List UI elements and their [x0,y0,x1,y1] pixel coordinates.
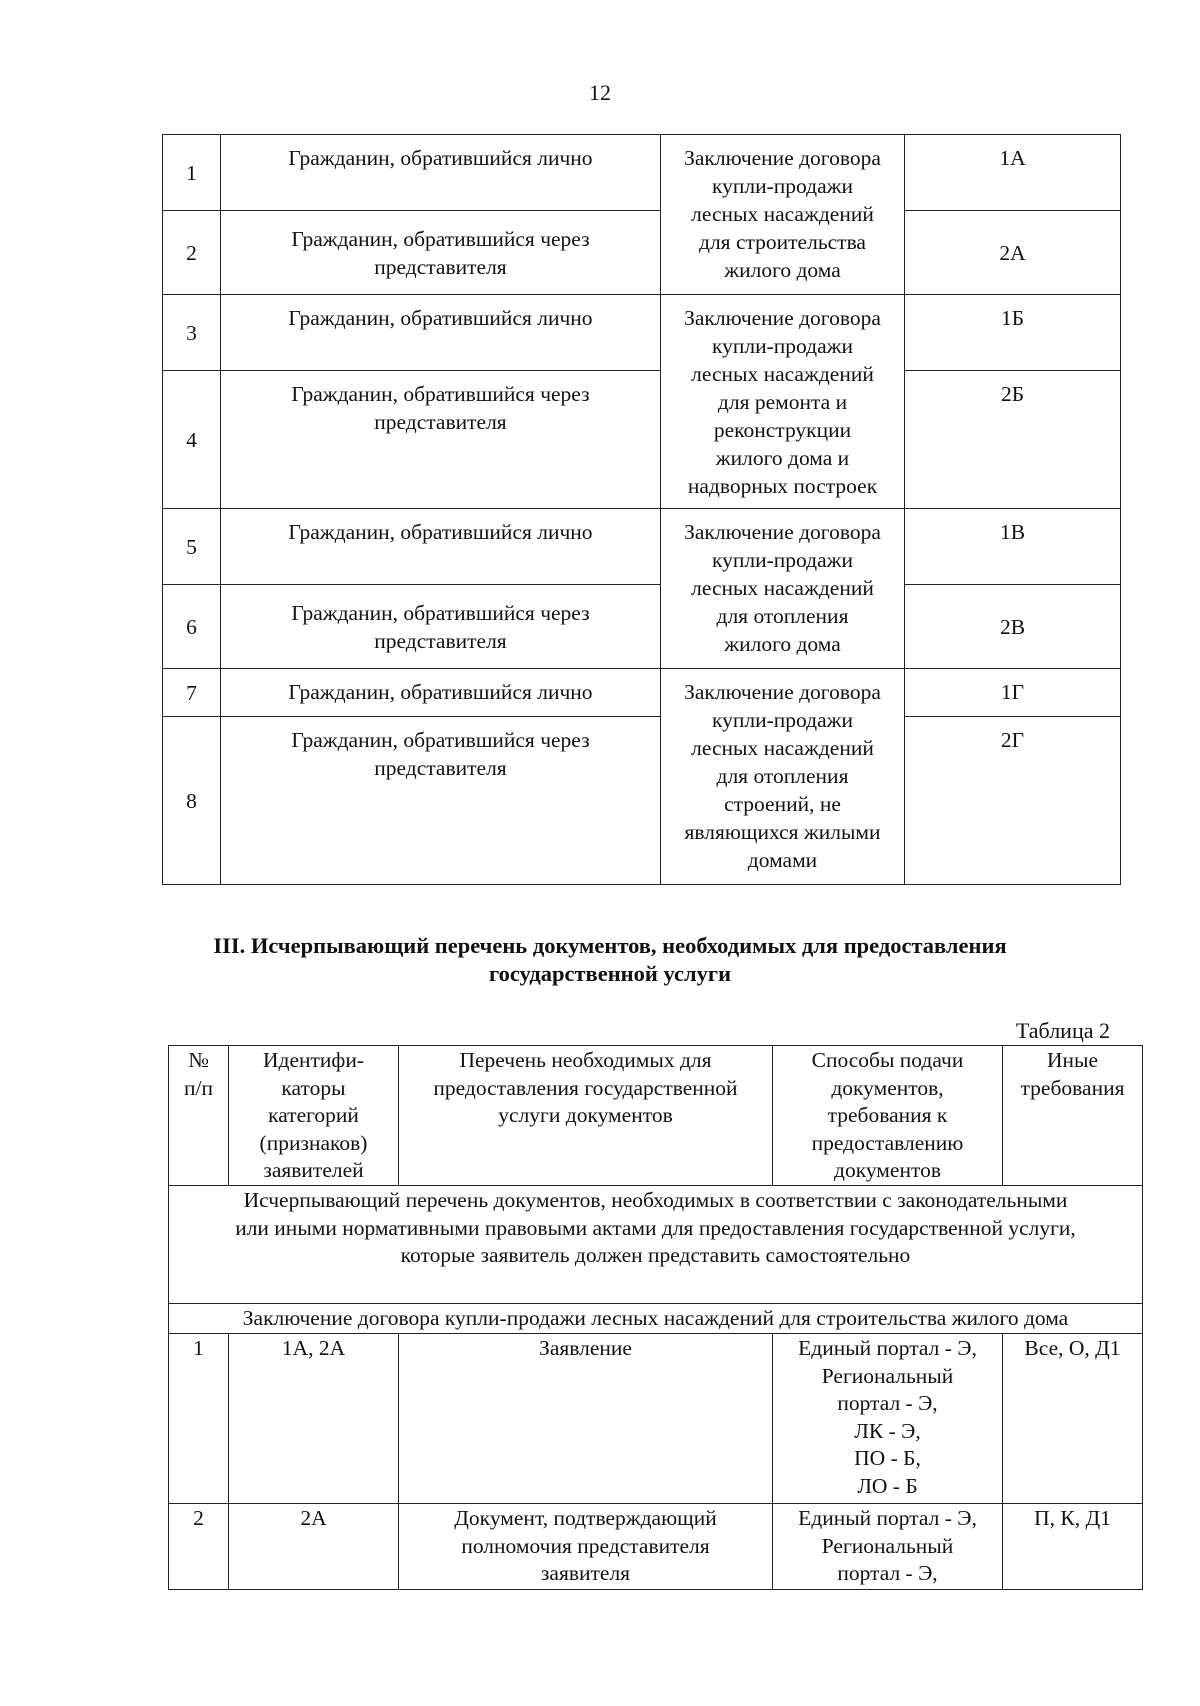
purpose-line: являющихся жилыми [684,820,881,844]
header-line: Способы подачи [811,1048,964,1072]
header-line: требования к [827,1103,948,1127]
header-line: предоставления государственной [433,1075,738,1100]
category-code: 2А [905,211,1121,295]
purpose-line: жилого дома [724,258,841,282]
header-submission-methods [773,1046,1003,1186]
method-line: портал - Э, [837,1561,938,1585]
section-line: которые заявитель должен представить самостоятельно [400,1243,911,1267]
method-line: Региональный [821,1363,954,1388]
purpose-line: лесных насаждений [691,576,874,600]
header-line: Идентифи- [262,1048,364,1072]
purpose-line: для отопления [716,604,849,628]
table-row [163,371,1121,509]
purpose-line: для ремонта и [717,390,848,414]
category-code: 1Г [905,669,1121,717]
applicant-categories-table [162,134,1121,885]
table-row [163,211,1121,295]
row-number: 6 [163,585,221,669]
table-header-row [169,1046,1143,1186]
method-line: ЛО - Б [857,1473,918,1498]
submission-methods [773,1504,1003,1590]
row-number: 8 [163,717,221,885]
purpose-line: надворных построек [687,474,878,498]
document-line: Заявление [539,1336,632,1360]
purpose-line: реконструкции [713,418,852,442]
applicant-type: Гражданин, обратившийся через представителя [221,371,661,509]
purpose-line: для строительства [699,230,866,254]
row-number: 1 [163,135,221,211]
header-other-requirements [1003,1046,1143,1186]
table-row [163,669,1121,717]
document-name [399,1334,773,1504]
header-line: документов, [831,1075,944,1100]
header-line: услуги документов [498,1103,673,1127]
applicant-type: Гражданин, обратившийся лично [221,669,661,717]
section-line: или иными нормативными правовыми актами для предоставления государственной услуги, [235,1215,1076,1240]
applicant-type: Гражданин, обратившийся через представителя [221,717,661,885]
subsection-row [169,1304,1143,1334]
method-line: ПО - Б, [854,1446,921,1470]
applicant-type: Гражданин, обратившийся лично [221,135,661,211]
row-number: 2 [163,211,221,295]
header-line: предоставлению [811,1130,964,1155]
header-identifiers [229,1046,399,1186]
other-requirements: Все, О, Д1 [1003,1334,1143,1504]
header-number [169,1046,229,1186]
section-line: Исчерпывающий перечень документов, необходимых в соответствии с законодательными [243,1188,1068,1212]
purpose-line: Заключение договора [684,146,881,170]
table-row [169,1504,1143,1590]
row-number: 1 [169,1334,229,1504]
table-caption: Таблица 2 [1015,1018,1110,1043]
purpose-cell [661,135,905,295]
method-line: Региональный [821,1533,954,1558]
purpose-line: строений, не [724,792,841,816]
purpose-line: лесных насаждений [691,736,874,760]
table-row [163,509,1121,585]
purpose-line: купли-продажи [711,708,854,732]
applicant-type: Гражданин, обратившийся через представителя [221,585,661,669]
section-heading: III. Исчерпывающий перечень документов, необходимых для предоставления государственной услуги [213,933,1007,986]
method-line: Единый портал - Э, [798,1506,977,1530]
section-row [169,1186,1143,1304]
method-line: портал - Э, [837,1391,938,1415]
header-line: Иные [1046,1048,1099,1072]
purpose-cell [661,509,905,669]
header-line: п/п [184,1075,213,1100]
table-row [163,585,1121,669]
applicant-type: Гражданин, обратившийся через представителя [221,211,661,295]
category-code: 2В [905,585,1121,669]
purpose-line: жилого дома [724,632,841,656]
purpose-cell [661,295,905,509]
purpose-line: домами [747,848,818,872]
purpose-cell [661,669,905,885]
purpose-line: лесных насаждений [691,202,874,226]
purpose-line: купли-продажи [711,548,854,572]
header-line: заявителей [263,1158,364,1182]
header-line: каторы [281,1075,346,1100]
header-line: документов [834,1158,941,1182]
row-number: 7 [163,669,221,717]
table-row [163,295,1121,371]
row-number: 3 [163,295,221,371]
row-number: 4 [163,371,221,509]
applicant-ids: 1А, 2А [229,1334,399,1504]
purpose-line: для отопления [716,764,849,788]
header-line: категорий [268,1103,359,1127]
purpose-line: Заключение договора [684,680,881,704]
purpose-line: лесных насаждений [691,362,874,386]
purpose-line: жилого дома и [715,446,850,470]
category-code: 1В [905,509,1121,585]
document-line: заявителя [540,1561,631,1585]
other-requirements: П, К, Д1 [1003,1504,1143,1590]
table-row [163,717,1121,885]
category-code: 2Б [905,371,1121,509]
method-line: Единый портал - Э, [798,1336,977,1360]
header-documents [399,1046,773,1186]
header-line: (признаков) [259,1130,368,1155]
subsection-row-text: Заключение договора купли-продажи лесных насаждений для строительства жилого дома [169,1304,1143,1334]
document-line: полномочия представителя [461,1533,710,1558]
table-row [163,135,1121,211]
method-line: ЛК - Э, [854,1418,921,1443]
row-number: 5 [163,509,221,585]
header-line: требования [1020,1075,1125,1100]
category-code: 1А [905,135,1121,211]
purpose-line: купли-продажи [711,174,854,198]
applicant-type: Гражданин, обратившийся лично [221,295,661,371]
applicant-type: Гражданин, обратившийся лично [221,509,661,585]
row-number: 2 [169,1504,229,1590]
header-line: № [188,1048,209,1072]
documents-table [168,1045,1143,1590]
purpose-line: Заключение договора [684,520,881,544]
page-number: 12 [589,80,611,105]
document-name [399,1504,773,1590]
section-row-text [169,1186,1143,1304]
purpose-line: Заключение договора [684,306,881,330]
header-line: Перечень необходимых для [459,1048,712,1072]
document-line: Документ, подтверждающий [454,1506,717,1530]
category-code: 2Г [905,717,1121,885]
table-row [169,1334,1143,1504]
category-code: 1Б [905,295,1121,371]
submission-methods [773,1334,1003,1504]
purpose-line: купли-продажи [711,334,854,358]
applicant-ids: 2А [229,1504,399,1590]
